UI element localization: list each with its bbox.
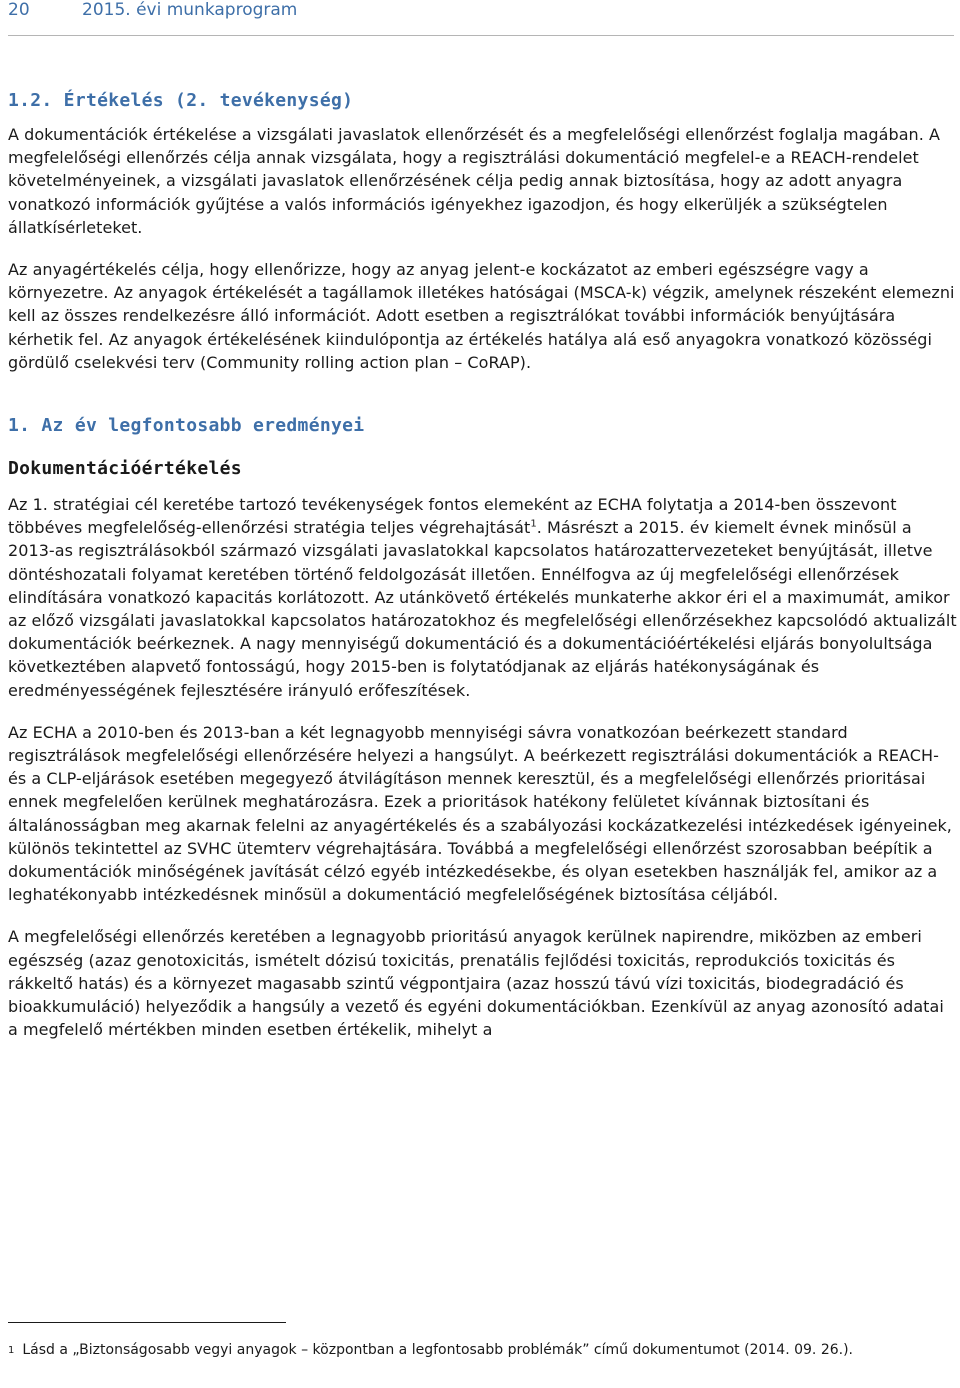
- footnote-text: Lásd a „Biztonságosabb vegyi anyagok – központban a legfontosabb problémák” című dokumentumot (2014. 09. 26.).: [22, 1342, 853, 1358]
- footnote-divider: [8, 1322, 286, 1323]
- page-header: [0, 0, 960, 30]
- paragraph-priorities: A megfelelőségi ellenőrzés keretében a legnagyobb prioritású anyagok kerülnek napirendre, miközben az emberi egészség (azaz genotoxicitás, ismételt dózisú toxicitás, prenatális fejlődési toxicitás, reprodukciós toxicitás és rákkeltő hatás) és a környezet magasabb szintű végpontjaira (azaz hosszú távú vízi toxicitás, biodegradáció és bioakkumuláció) helyeződik a hangsúly a vezető és egyéni dokumentációkban. Ezenkívül az anyag azonosító adatai a megfelelő mértékben minden esetben értékelik, mihelyt a: [8, 927, 944, 1040]
- document-body: [8, 90, 958, 1061]
- footnote-reference[interactable]: 1: [530, 518, 537, 530]
- paragraph-echa-focus: Az ECHA a 2010-ben és 2013-ban a két legnagyobb mennyiségi sávra vonatkozóan beérkezett standard regisztrálások megfelelőségi ellenőrzésére helyezi a hangsúlyt. A beérkezett regisztrálási dokumentációk a REACH- és a CLP-eljárások esetében megegyező átvilágításon mennek keresztül, és a megfelelőségi ellenőrzés prioritásai ennek megfelelően kerülnek meghatározásra. Ezek a prioritások hatékony felületet kívánnak biztosítani és általánosságban meg akarnak felelni az anyagértékelés és a szabályozási kockázatkezelési intézkedések igényeinek, különös tekintettel az SVHC ütemterv végrehajtására. Továbbá a megfelelőségi ellenőrzést szorosabban beépítik a dokumentációk minőségének javítását célzó egyéb intézkedésekbe, és olyan esetekben használják fel, amikor az a leghatékonyabb intézkedésnek minősül a dokumentáció megfelelőségének biztosítása céljából.: [8, 722, 952, 905]
- running-title: 2015. évi munkaprogram: [82, 0, 298, 20]
- footnote-marker: 1: [8, 1345, 15, 1356]
- paragraph-compliance-strategy: [8, 493, 958, 702]
- header-divider: [8, 35, 954, 36]
- paragraph-dossier-evaluation: A dokumentációk értékelése a vizsgálati javaslatok ellenőrzését és a megfelelőségi ellenőrzést foglalja magában. A megfelelőségi ellenőrzés célja annak vizsgálata, hogy a regisztrálási dokumentáció megfelel-e a REACH-rendelet követelményeinek, a vizsgálati javaslatok ellenőrzésének célja pedig annak biztosítása, hogy az adott anyagra vonatkozó információk gyűjtése a valós információs igényekhez igazodjon, és hogy elkerüljék a szükségtelen állatkísérleteket.: [8, 125, 941, 237]
- section-heading-1-2: 1.2. Értékelés (2. tevékenység): [8, 90, 354, 111]
- paragraph-text-part: . Másrészt a 2015. év kiemelt évnek minősül a 2013-as regisztrálásokból származó vizsgálati javaslatokkal kapcsolatos határozattervezeteket benyújtását, illetve döntéshozatali folyamat keretében történő feldolgozását illetően. Ennélfogva az új megfelelőségi ellenőrzések elindítására vonatkozó kapacitás korlátozott. Az utánkövető értékelés munkaterhe akkor éri el a maximumát, amikor az előző vizsgálati javaslatokkal kapcsolatos határozatokhoz és megfelelőségi ellenőrzésekhez kapcsolódó aktualizált dokumentációk beérkeznek. A nagy mennyiségű dokumentáció és a dokumentációértékelési eljárás bonyolultsága következtében alapvető fontosságú, hogy 2015-ben is folytatódjanak az eljárás hatékonyságának és eredményességének fejlesztésére irányuló erőfeszítések.: [8, 518, 957, 700]
- paragraph-substance-evaluation: Az anyagértékelés célja, hogy ellenőrizze, hogy az anyag jelent-e kockázatot az emberi egészségre vagy a környezetre. Az anyagok értékelését a tagállamok illetékes hatóságai (MSCA-k) végzik, amelynek részeként elemezni kell az összes rendelkezésre álló információt. Adott esetben a regisztrálókat további információk benyújtására kérhetik fel. Az anyagok értékelésének kiindulópontja az értékelés hatálya alá eső anyagokra vonatkozó közösségi gördülő cselekvési terv (Community rolling action plan – CoRAP).: [8, 260, 955, 372]
- section-heading-1: 1. Az év legfontosabb eredményei: [8, 415, 365, 437]
- paragraph-text-part: Az 1. stratégiai cél keretébe tartozó tevékenységek fontos elemeként az ECHA folytatja a 2014-ben összevont többéves megfelelőség-ellenőrzési stratégia teljes végrehajtását: [8, 495, 897, 538]
- page-number: 20: [8, 0, 30, 20]
- subsection-heading: Dokumentációértékelés: [8, 458, 242, 480]
- footnote: [8, 1340, 948, 1361]
